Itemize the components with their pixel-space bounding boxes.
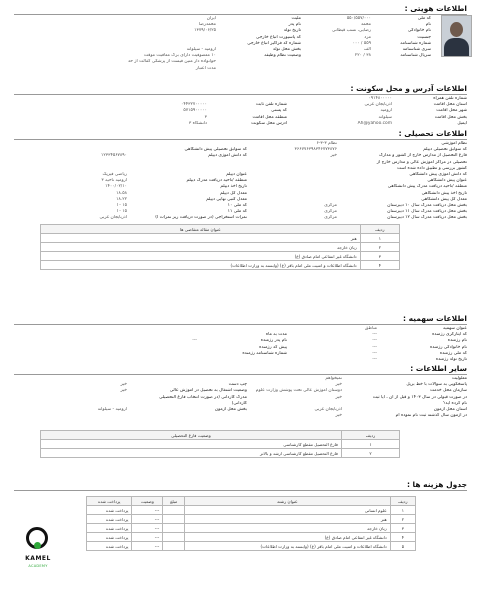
- table-cell: [163, 524, 185, 533]
- table-header: مبلغ: [163, 497, 185, 506]
- field-value: ---: [372, 338, 377, 344]
- field-label: نمرات استخراجی (در صورت دریافت ریز نمرات آ): [155, 215, 247, 221]
- table-cell: دانشگاه غیر انتفاعی امام صادق (ع): [185, 533, 391, 542]
- field-label: کد دانش آموزی پیش دانشگاهی: [409, 171, 467, 177]
- field-label: استان محل اقامت: [433, 102, 467, 108]
- field-label: منطقه محل اقامت: [252, 114, 287, 120]
- field-label: پیش کد رزمنده: [259, 344, 287, 350]
- applicant-photo: [441, 15, 472, 57]
- table-cell: پرداخت شده: [87, 524, 132, 533]
- table-cell: ---: [132, 506, 163, 515]
- table-cell: [163, 506, 185, 515]
- field-value: مرکزی: [324, 209, 337, 215]
- field-label: معلولیت: [451, 376, 467, 381]
- field-label: شماره شناسنامه رزمنده: [242, 350, 287, 356]
- table-cell: پرداخت شده: [87, 506, 132, 515]
- table-cell: [163, 515, 185, 524]
- field-label: تاریخ اخذ پیش دانشگاهی: [421, 190, 467, 196]
- field-value: ۱۲۳۳۴۵۶۷۸۹۰: [101, 153, 127, 159]
- field-label: کد پستی: [271, 108, 287, 114]
- field-label: کشور بررسی و تطبیق داده شده است: [396, 165, 467, 171]
- field-value: [301, 66, 371, 72]
- field-value: مناطق: [364, 326, 377, 331]
- table-header: ردیف: [390, 497, 415, 506]
- field-label: بخش محل آزمون: [214, 406, 247, 412]
- field-label: معدل کل دیپلم: [219, 190, 247, 196]
- field-label: [371, 66, 431, 72]
- field-value: ۱۸.۲۲: [116, 196, 127, 202]
- field-value: مدت اعتبار: [195, 65, 216, 71]
- field-label: شماره تلفن ثابت: [255, 102, 287, 108]
- table-row: [41, 449, 400, 458]
- field-value: سیلوانه: [378, 114, 392, 120]
- field-value: آذربایجان غربی: [314, 406, 342, 412]
- other-section-title: سایر اطلاعات :: [410, 364, 467, 373]
- field-label: بخش محل دریافت مدرک سال ۱۱ دبیرستان: [387, 209, 467, 215]
- field-label: کد ملی ۱۱: [227, 209, 247, 215]
- table-row: [41, 440, 400, 449]
- table-header: ردیف: [360, 225, 399, 234]
- field-label: وضعیت نظام وظیفه: [264, 53, 301, 59]
- identity-grid: [51, 16, 431, 72]
- field-label: منطقه /ناحیه دریافت مدرک پیش دانشگاهی: [387, 184, 467, 190]
- field-value: خیر: [120, 382, 127, 388]
- field-label: مدرک کاردانی (در صورت انتخاب فارغ التحصیلی: [159, 394, 247, 400]
- field-value: ۵۵۰/۵۵۷/۰۰۰: [346, 16, 371, 21]
- field-value: خیر: [335, 394, 342, 400]
- field-value: ارومیه - سیلوانه: [186, 46, 216, 52]
- field-label: چپ دست: [228, 382, 247, 388]
- fees-table: [86, 496, 416, 551]
- field-value: مرکزی: [324, 215, 337, 221]
- field-label: تاریخ تولد: [283, 28, 301, 34]
- field-value: ۳: [204, 114, 207, 120]
- education-choices-table: [40, 224, 400, 270]
- table-cell: فارغ التحصیل مقطع کارشناسی ارشد و بالاتر: [41, 449, 342, 458]
- field-label: عنوان دیپلم: [226, 171, 247, 177]
- field-label: تحصیلی در مراکز آموزش عالی و مدارس خارج از: [376, 159, 467, 165]
- field-label: مدت به ماه: [265, 332, 287, 338]
- field-label: [127, 413, 247, 419]
- field-label: جنسیت: [417, 34, 431, 40]
- field-value: ارومیه: [380, 108, 392, 114]
- field-value: خیر: [335, 413, 342, 419]
- field-value: محمدرضا: [198, 22, 216, 28]
- field-value: آذربایجان غربی: [99, 215, 127, 221]
- table-header: پرداخت شده: [87, 497, 132, 506]
- table-header: ردیف: [341, 431, 399, 440]
- field-label: تاریخ اخذ دیپلم: [220, 184, 247, 190]
- field-row: [51, 66, 431, 72]
- table-cell: ۳: [390, 524, 415, 533]
- field-value: ---: [372, 332, 377, 338]
- field-value: ۱۸.۵۸: [116, 190, 127, 196]
- table-cell: ۱: [341, 440, 399, 449]
- field-value: نمیخواهم: [325, 376, 342, 381]
- field-label: پاسخگویی به سوالات با خط بریل: [406, 382, 467, 388]
- logo-tag: ACADEMY: [28, 564, 48, 568]
- table-cell: ---: [132, 515, 163, 524]
- table-row: [87, 542, 416, 551]
- field-label: استان محل آزمون: [433, 406, 467, 412]
- field-value: ۵۷۱۵۹۰۰۰۰۰: [183, 108, 207, 114]
- table-cell: ۱: [360, 234, 399, 243]
- address-grid: [47, 96, 467, 127]
- field-label: شماره شناسنامه: [400, 40, 431, 46]
- field-value: ۱۰ معضوفیت دارای برگ معافیت موقت: [143, 53, 216, 59]
- field-value: ۵۵۹ / ۰۰۰: [352, 40, 371, 46]
- other-grid: [47, 376, 467, 419]
- table-row: [41, 243, 400, 252]
- table-cell: ۴: [390, 533, 415, 542]
- field-value: ---: [372, 350, 377, 356]
- field-label: کد سوابق تحصیلی دیپلم: [423, 147, 467, 153]
- field-label: عنوان سهمیه: [443, 326, 467, 331]
- table-cell: ۴: [360, 261, 399, 270]
- field-value: ---: [372, 344, 377, 350]
- field-label: معدل کل پیش دانشگاهی: [421, 196, 467, 202]
- table-cell: پرداخت شده: [87, 533, 132, 542]
- table-row: [41, 261, 400, 270]
- education-grid: [47, 141, 467, 221]
- field-label: وضعیت اشتغال به تحصیل در آموزش عالی: [169, 388, 247, 394]
- field-value: مرکزی: [324, 202, 337, 208]
- table-cell: پرداخت شده: [87, 515, 132, 524]
- table-cell: زبان خارجه: [185, 524, 391, 533]
- field-label: در آزمون سال گذشته ثبت نام نموده ام: [395, 413, 467, 419]
- logo-brand: KAMEL: [25, 555, 51, 562]
- field-label: شماره تلفن همراه: [433, 96, 467, 101]
- table-cell: دانشگاه اطلاعات و امنیت ملی امام باقر (ع) (وابسته به وزارت اطلاعات): [185, 542, 391, 551]
- field-label: کد دانش آموزی دیپلم: [208, 153, 247, 159]
- field-label: سری شناسنامه: [402, 46, 431, 52]
- field-value: خیر: [120, 388, 127, 394]
- field-value: خیر: [330, 153, 337, 159]
- field-label: عنوان پیش دانشگاهی: [427, 178, 467, 184]
- field-value: حوانواده دار متین فیست از پزشکی کفالت از حد: [127, 59, 216, 65]
- quota-section-title: اطلاعات سهمیه :: [403, 314, 467, 323]
- field-value: خیر: [335, 382, 342, 388]
- field-value: ریاضی فیزیک: [102, 171, 127, 177]
- field-value: ۱۵ - آ: [116, 209, 127, 215]
- kamel-logo: [18, 527, 58, 587]
- field-label: کد ایثارگری رزمنده: [432, 332, 467, 338]
- field-label: کد ملی: [417, 16, 431, 21]
- field-label: نظام آموزشی: [441, 141, 467, 146]
- field-value: ۱۵ - آ: [116, 202, 127, 208]
- table-row: [41, 234, 400, 243]
- field-value: ---: [372, 356, 377, 362]
- field-value: ۱۳۷۹/۰۶/۲۵: [194, 28, 216, 34]
- field-value: Ah@yahoo.com: [357, 120, 392, 126]
- field-value: ارومیه ناحیه ۳: [101, 178, 127, 184]
- address-section-title: اطلاعات آدرس و محل سکونت :: [350, 84, 467, 93]
- field-value: آذربایجان غربی: [364, 102, 392, 108]
- field-label: [197, 357, 287, 363]
- table-cell: ۲: [390, 515, 415, 524]
- field-value: [47, 357, 197, 363]
- field-label: کد ملی ۱۰: [227, 202, 247, 208]
- graduation-status-table: [40, 430, 400, 458]
- field-label: نام خانوادگی: [407, 28, 431, 34]
- field-label: نام: [425, 22, 431, 28]
- field-row: [47, 121, 467, 127]
- field-label: در صورت قبولی در سال ۱۴۰۳ و قبل از آن ، آیا ثبت: [372, 394, 467, 400]
- field-label: سریال شناسنامه: [400, 53, 431, 59]
- table-cell: ۱: [390, 506, 415, 515]
- table-header: وضعیت: [132, 497, 163, 506]
- field-value: الف: [363, 46, 371, 52]
- table-cell: دانشگاه غیر انتفاعی امام صادق (ع): [41, 252, 361, 261]
- table-cell: هنر: [41, 234, 361, 243]
- field-value: ایران: [206, 16, 216, 21]
- table-cell: ۲: [360, 243, 399, 252]
- field-value: محمد: [360, 22, 371, 28]
- table-cell: ۵: [390, 542, 415, 551]
- table-row: [87, 524, 416, 533]
- field-label: ملیت: [291, 16, 301, 21]
- quota-grid: [47, 326, 467, 363]
- identity-section-title: اطلاعات هویتی :: [404, 4, 467, 13]
- table-header: عنوان مقاله متقاضی ها: [41, 225, 361, 234]
- field-label: کاردانی): [231, 400, 247, 406]
- field-value: ---: [192, 338, 197, 344]
- table-cell: [163, 542, 185, 551]
- field-value: نظام ۳-۳-۶: [316, 141, 337, 146]
- field-label: کد پاسپورت اتباع خارجی: [256, 34, 301, 40]
- field-value: ارومیه - سیلوانه: [97, 406, 127, 412]
- field-value: ۱۴۰۰/۰۲/۱۰: [105, 184, 127, 190]
- field-value: رضایی، نسب قیطانی: [332, 28, 371, 34]
- field-label: نام پدر رزمنده: [260, 338, 287, 344]
- table-cell: دانشگاه اطلاعات و امنیت ملی امام باقر (ع) (وابسته به وزارت اطلاعات): [41, 261, 361, 270]
- table-cell: هنر: [185, 515, 391, 524]
- table-cell: پرداخت شده: [87, 542, 132, 551]
- field-value: ۰۴۴۳۲۷۰۰۰۰۰: [181, 102, 207, 108]
- field-value: ۰۹۱۴۸۰۰۰۰۰: [368, 96, 392, 101]
- table-row: [87, 515, 416, 524]
- kamel-logo-icon: [26, 527, 48, 549]
- field-label: فارغ التحصیل از مدارس خارج از کشور و مدارک: [378, 153, 467, 159]
- table-cell: [163, 533, 185, 542]
- table-row: [87, 533, 416, 542]
- table-cell: فارغ التحصیل مقطع کارشناسی: [41, 440, 342, 449]
- field-label: کد سوابق تحصیلی پیش دانشگاهی: [184, 147, 247, 153]
- table-cell: زبان خارجه: [41, 243, 361, 252]
- field-row: [47, 413, 467, 419]
- field-label: آدرس محل سکونت: [251, 120, 287, 126]
- field-value: دوستان آموزش عالی تحت پوشش وزارت علوم: [255, 388, 342, 394]
- field-row: [47, 215, 467, 221]
- table-header: عنوان رشته: [185, 497, 391, 506]
- field-label: شهر محل اقامت: [436, 108, 467, 114]
- table-cell: ۳: [360, 252, 399, 261]
- field-label: سازمان محل خدمت: [429, 388, 467, 394]
- field-label: کد ملی رزمنده: [439, 350, 467, 356]
- field-label: نام پدر: [288, 22, 301, 28]
- table-cell: ---: [132, 533, 163, 542]
- field-label: نام خانوادگی رزمنده: [429, 344, 467, 350]
- field-label: بخش محل تولد: [272, 46, 301, 52]
- table-row: [87, 506, 416, 515]
- field-label: بخش محل دریافت مدرک سال ۱۲ دبیرستان: [387, 215, 467, 221]
- table-cell: ۲: [341, 449, 399, 458]
- field-label: شماره کد فراگیر اتباع خارجی: [247, 40, 301, 46]
- field-value: مرد: [364, 34, 371, 40]
- field-row: [47, 357, 467, 363]
- table-cell: ---: [132, 542, 163, 551]
- field-label: بخش محل اقامت: [434, 114, 467, 120]
- field-label: نام رزمنده: [447, 338, 467, 344]
- field-value: ۳۶۶۷۷۶۳۹۸۳۴۶۷۷۳۸۷۶: [294, 147, 337, 153]
- fees-section-title: جدول هزینه ها :: [406, 480, 467, 489]
- field-label: معدل کتبی نهایی دیپلم: [206, 196, 247, 202]
- table-cell: ---: [132, 524, 163, 533]
- field-label: نام کرده اید؟: [443, 400, 467, 406]
- table-row: [41, 252, 400, 261]
- field-label: تاریخ تولد رزمنده: [435, 356, 467, 362]
- field-label: [216, 66, 301, 72]
- field-value: دانشگاه ۳: [188, 120, 207, 126]
- table-header: وضعیت فارغ التحصیلی: [41, 431, 342, 440]
- field-label: ایمیل: [457, 120, 467, 126]
- field-label: بخش محل دریافت مدرک سال ۱۰ دبیرستان: [387, 202, 467, 208]
- education-section-title: اطلاعات تحصیلی :: [398, 129, 467, 138]
- field-label: منطقه /ناحیه دریافت مدرک دیپلم: [186, 178, 247, 184]
- field-value: [47, 413, 127, 419]
- field-value: ۳۸ / ۲۲۰: [354, 53, 371, 59]
- table-cell: علوم انسانی: [185, 506, 391, 515]
